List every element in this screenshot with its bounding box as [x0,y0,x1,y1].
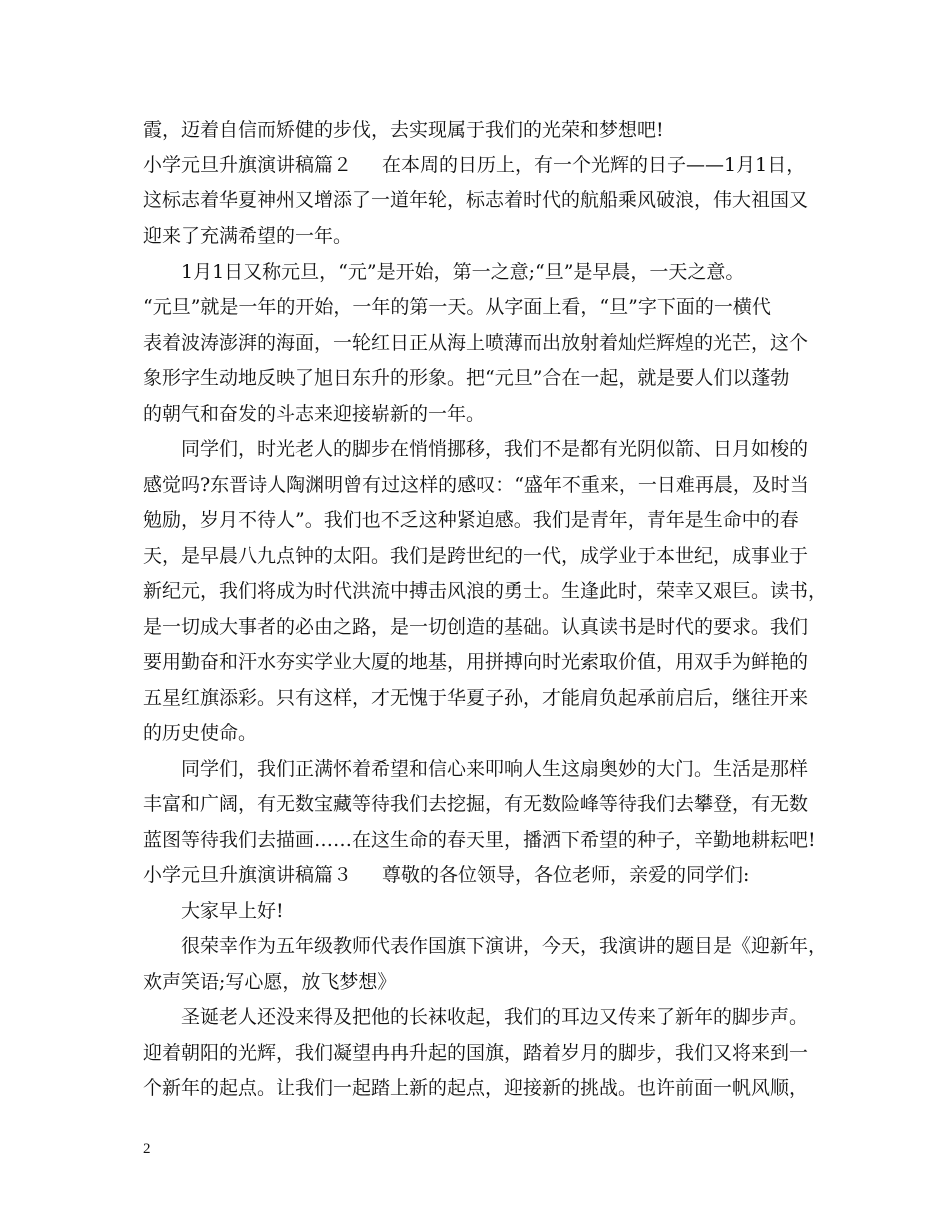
text-line: 霞，迈着自信而矫健的步伐，去实现属于我们的光荣和梦想吧! [143,119,664,141]
text-line: 要用勤奋和汗水夯实学业大厦的地基，用拼搏向时光索取价值，用双手为鲜艳的 [143,651,809,673]
text-line: 是一切成大事者的必由之路，是一切创造的基础。认真读书是时代的要求。我们 [143,616,809,638]
text-line: 丰富和广阔，有无数宝藏等待我们去挖掘，有无数险峰等待我们去攀登，有无数 [143,793,809,815]
section-heading-line [143,863,749,887]
paragraph-first-line: 1月1日又称元旦，“元”是开始，第一之意;“旦”是早晨，一天之意。 [181,261,745,283]
section-heading: 小学元旦升旗演讲稿篇３ [143,864,353,886]
text-line: 表着波涛澎湃的海面，一轮红日正从海上喷薄而出放射着灿烂辉煌的光芒，这个 [143,332,809,354]
paragraph-first-line: 同学们，我们正满怀着希望和信心来叩响人生这扇奥妙的大门。生活是那样 [181,758,809,780]
paragraph-first-line: 圣诞老人还没来得及把他的长袜收起，我们的耳边又传来了新年的脚步声。 [181,1006,809,1028]
text-line: 欢声笑语;写心愿，放飞梦想》 [143,971,397,993]
text-line: “元旦”就是一年的开始，一年的第一天。从字面上看，“旦”字下面的一横代 [143,296,771,318]
text-line: 个新年的起点。让我们一起踏上新的起点，迎接新的挑战。也许前面一帆风顺， [143,1077,809,1099]
section-heading: 小学元旦升旗演讲稿篇２ [143,154,353,176]
paragraph-first-line: 很荣幸作为五年级教师代表作国旗下演讲，今天，我演讲的题目是《迎新年， [181,935,828,957]
text-line: 这标志着华夏神州又增添了一道年轮，标志着时代的航船乘风破浪，伟大祖国又 [143,189,809,211]
text-line: 的朝气和奋发的斗志来迎接崭新的一年。 [143,403,486,425]
page-number: 2 [143,1141,151,1157]
text-line: 迎着朝阳的光辉，我们凝望冉冉升起的国旗，踏着岁月的脚步，我们又将来到一 [143,1042,809,1064]
section-first-line: 在本周的日历上，有一个光辉的日子——1月1日， [382,154,806,176]
text-line: 天，是早晨八九点钟的太阳。我们是跨世纪的一代，成学业于本世纪，成事业于 [143,545,809,567]
section-first-line: 尊敬的各位领导，各位老师，亲爱的同学们: [382,864,750,886]
text-line: 五星红旗添彩。只有这样，才无愧于华夏子孙，才能肩负起承前启后，继往开来 [143,687,809,709]
paragraph-first-line: 同学们，时光老人的脚步在悄悄挪移，我们不是都有光阴似箭、日月如梭的 [181,438,809,460]
text-line: 象形字生动地反映了旭日东升的形象。把“元旦”合在一起，就是要人们以蓬勃 [143,367,790,389]
text-line: 勉励，岁月不待人”。我们也不乏这种紧迫感。我们是青年，青年是生命中的春 [143,509,799,531]
paragraph-first-line: 大家早上好! [181,900,284,922]
text-line: 迎来了充满希望的一年。 [143,225,353,247]
text-line: 感觉吗?东晋诗人陶渊明曾有过这样的感叹：“盛年不重来，一日难再晨，及时当 [143,474,809,496]
text-line: 新纪元，我们将成为时代洪流中搏击风浪的勇士。生逢此时，荣幸又艰巨。读书， [143,580,828,602]
text-line: 的历史使命。 [143,722,258,744]
section-heading-line [143,153,805,177]
text-line: 蓝图等待我们去描画……在这生命的春天里，播洒下希望的种子，辛勤地耕耘吧! [143,829,816,851]
